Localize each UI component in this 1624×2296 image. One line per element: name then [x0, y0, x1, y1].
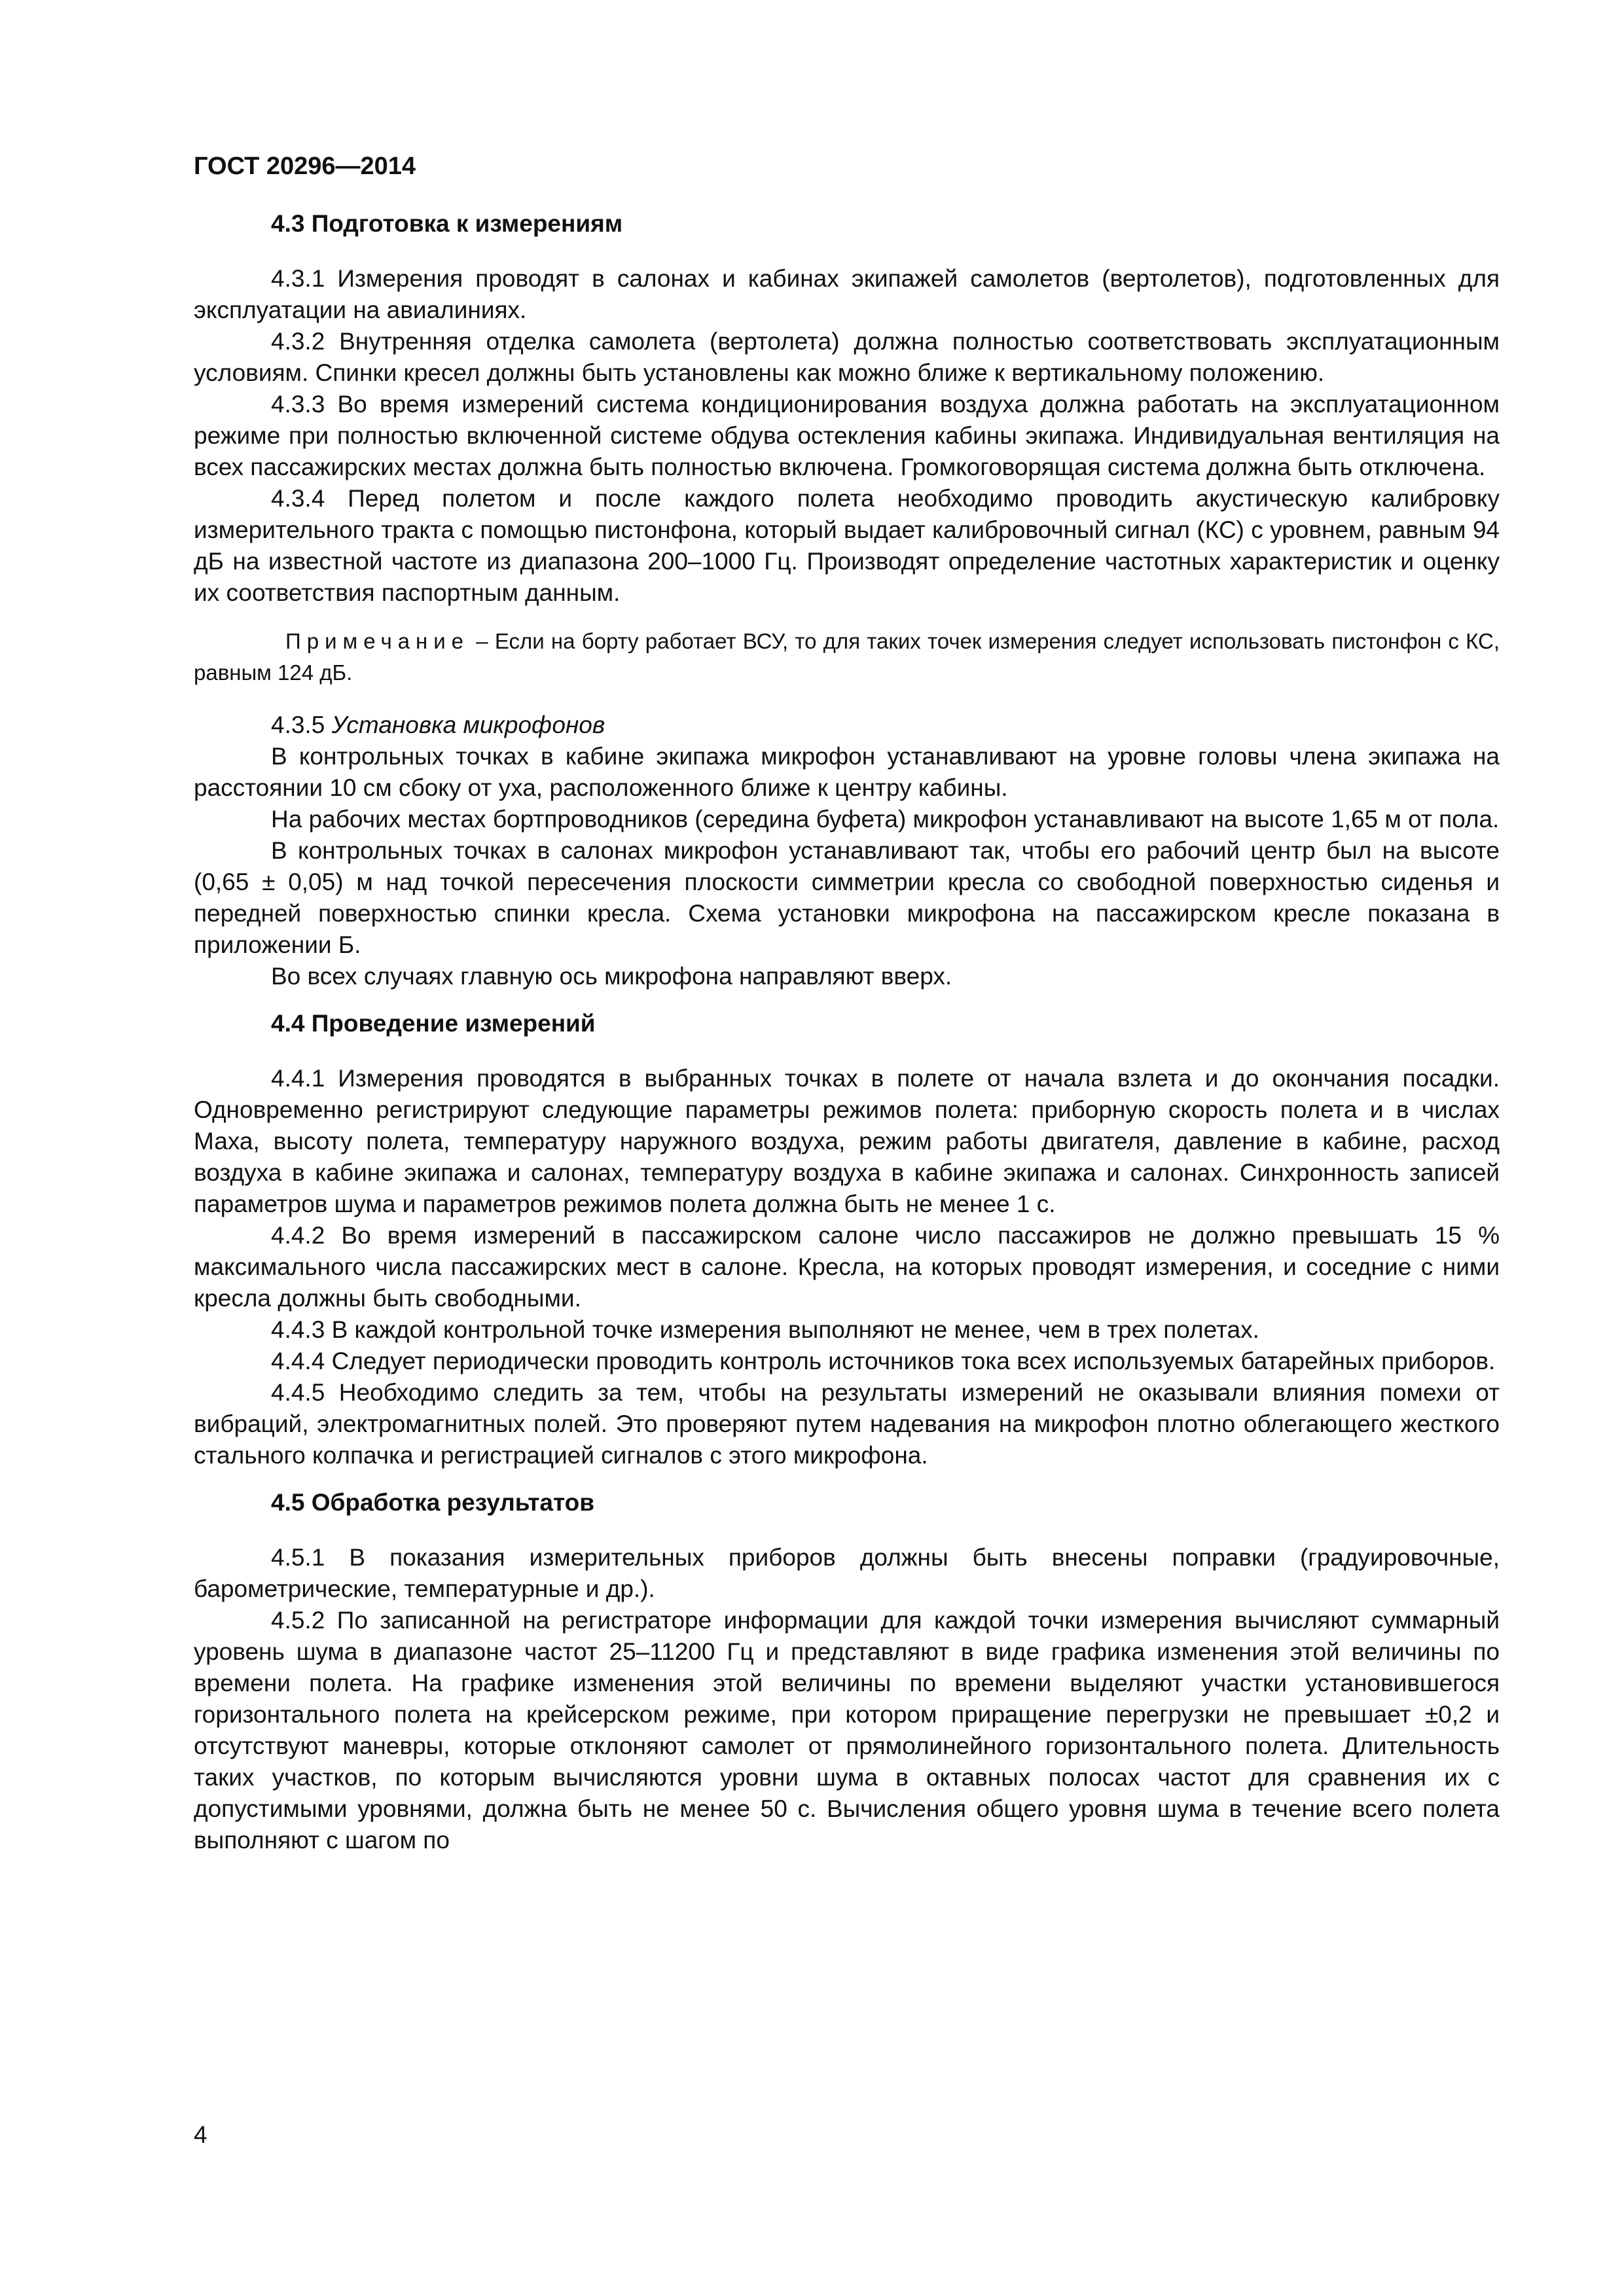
paragraph-4-5-1: 4.5.1 В показания измерительных приборов должны быть внесены поправки (градуировочные, барометрические, температурные и др.). [194, 1544, 1500, 1602]
paragraph-4-4-3: 4.4.3 В каждой контрольной точке измерения выполняют не менее, чем в трех полетах. [271, 1316, 1259, 1343]
paragraph-mic-axis: Во всех случаях главную ось микрофона направляют вверх. [271, 963, 952, 990]
paragraph-attendant-mic: На рабочих местах бортпроводников (середина буфета) микрофон устанавливают на высоте 1,65 м от пола. [271, 806, 1500, 833]
paragraph-4-3-2: 4.3.2 Внутренняя отделка самолета (вертолета) должна полностью соответствовать эксплуатационным условиям. Спинки кресел должны быть установлены как можно ближе к вертикальному положению. [194, 328, 1500, 386]
note-text: – Если на борту работает ВСУ, то для таких точек измерения следует использовать пистонфон с КС, равным 124 дБ. [194, 629, 1500, 685]
paragraph-4-4-2: 4.4.2 Во время измерений в пассажирском салоне число пассажиров не должно превышать 15 % максимального числа пассажирских мест в салоне. Кресла, на которых проводят измерения, и соседние с ними кресла должны быть свободными. [194, 1222, 1500, 1312]
paragraph-4-4-1: 4.4.1 Измерения проводятся в выбранных точках в полете от начала взлета и до окончания посадки. Одновременно регистрируют следующие параметры режимов полета: приборную скорость полета и в числах Маха, высоту полета, температуру наружного воздуха, режим работы двигателя, давление в кабине, расход воздуха в кабине экипажа и салонах, температуру воздуха в кабине экипажа и салонах. Синхронность записей параметров шума и параметров режимов полета должна быть не менее 1 с. [194, 1065, 1500, 1217]
note-label: Примечание [285, 629, 470, 653]
paragraph-cabin-mic: В контрольных точках в салонах микрофон устанавливают так, чтобы его рабочий центр был на высоте (0,65 ± 0,05) м над точкой пересечения плоскости симметрии кресла со свободной поверхностью сиденья и передней поверхностью спинки кресла. Схема установки микрофона на пассажирском кресле показана в приложении Б. [194, 837, 1500, 958]
paragraph-4-3-5-number: 4.3.5 [271, 711, 332, 738]
paragraph-4-3-1: 4.3.1 Измерения проводят в салонах и кабинах экипажей самолетов (вертолетов), подготовленных для эксплуатации на авиалиниях. [194, 265, 1500, 323]
paragraph-4-4-4: 4.4.4 Следует периодически проводить контроль источников тока всех используемых батарейных приборов. [271, 1348, 1496, 1374]
section-title-4-3: 4.3 Подготовка к измерениям [271, 210, 623, 237]
paragraph-4-3-3: 4.3.3 Во время измерений система кондиционирования воздуха должна работать на эксплуатационном режиме при полностью включенной системе обдува остекления кабины экипажа. Индивидуальная вентиляция на всех пассажирских местах должна быть полностью включена. Громкоговорящая система должна быть отключена. [194, 391, 1500, 480]
paragraph-4-3-4: 4.3.4 Перед полетом и после каждого полета необходимо проводить акустическую калибровку измерительного тракта с помощью пистонфона, который выдает калибровочный сигнал (КС) с уровнем, равным 94 дБ на известной частоте из диапазона 200–1000 Гц. Производят определение частотных характеристик и оценку их соответствия паспортным данным. [194, 485, 1500, 606]
paragraph-4-3-5-title: Установка микрофонов [331, 711, 605, 738]
section-title-4-5: 4.5 Обработка результатов [271, 1489, 594, 1516]
standard-header: ГОСТ 20296—2014 [194, 152, 416, 180]
section-title-4-4: 4.4 Проведение измерений [271, 1010, 596, 1037]
note [194, 626, 1500, 689]
paragraph-4-4-5: 4.4.5 Необходимо следить за тем, чтобы на результаты измерений не оказывали влияния помехи от вибраций, электромагнитных полей. Это проверяют путем надевания на микрофон плотно облегающего жесткого стального колпачка и регистрацией сигналов с этого микрофона. [194, 1379, 1500, 1469]
paragraph-4-3-5-heading [194, 709, 1500, 741]
paragraph-crew-cabin-mic: В контрольных точках в кабине экипажа микрофон устанавливают на уровне головы члена экипажа на расстоянии 10 см сбоку от уха, расположенного ближе к центру кабины. [194, 743, 1500, 801]
paragraph-4-5-2: 4.5.2 По записанной на регистраторе информации для каждой точки измерения вычисляют суммарный уровень шума в диапазоне частот 25–11200 Гц и представляют в виде графика изменения этой величины по времени полета. На графике изменения этой величины по времени выделяют участки установившегося горизонтального полета на крейсерском режиме, при котором приращение перегрузки не превышает ±0,2 и отсутствуют маневры, которые отклоняют самолет от прямолинейного горизонтального полета. Длительность таких участков, по которым вычисляются уровни шума в октавных полосах частот для сравнения их с допустимыми уровнями, должна быть не менее 50 с. Вычисления общего уровня шума в течение всего полета выполняют с шагом по [194, 1607, 1500, 1854]
page-content [194, 151, 1500, 1856]
page-number: 4 [194, 2121, 208, 2148]
